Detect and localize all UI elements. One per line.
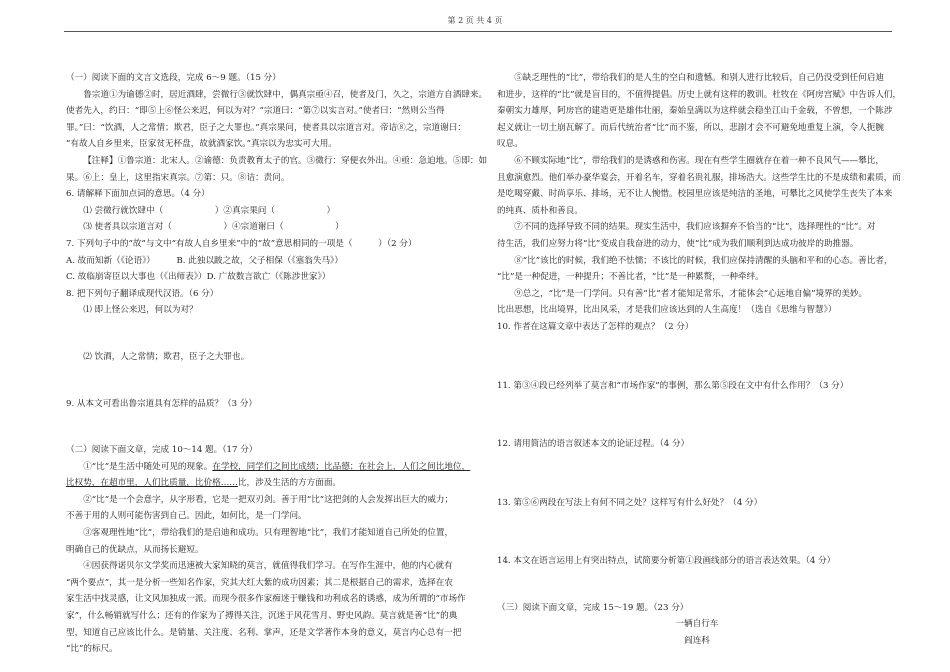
article-line: ⑥不顾实际地“比”，带给我们的是诱惑和伤害。现在有些学生圈就存在着一种不良风气——攀比， <box>514 155 884 166</box>
underlined-text: 在学校，同学们之间比成绩；比品德；在社会上，人们之间比地位， <box>212 461 471 472</box>
answer-space[interactable] <box>497 394 897 436</box>
question-7-option: C. 故临崩寄臣以大事也（《出师表》）D. 广故数言欲亡（《陈涉世家》） <box>66 272 331 283</box>
annotation-line: 【注释】①鲁宗道：北宋人。②谕德：负责教育太子的官。③微行：穿便衣外出。④亟：急迫地。⑤即：如 <box>83 155 488 166</box>
question-7-option: A. 故而知新（《论语》） B. 此独以跛之故，父子相保（《塞翁失马》） <box>66 255 343 266</box>
section-2-title: （二）阅读下面文章，完成 10～14 题。（17 分） <box>66 445 258 456</box>
article-line: 待生活，我们应努力将“比”变成自我奋进的动力，使“比”成为我们顺利到达成功彼岸的助推器。 <box>497 238 859 249</box>
underlined-text: 比权势，在超市里，人们比质量，比价格…… <box>66 478 238 489</box>
answer-space[interactable] <box>66 366 466 396</box>
article-line: 型，知道自己应该比什么。是销量、关注度、名利、掌声，还是文学著作本身的意义，莫言内心总有一把 <box>66 627 462 638</box>
section-1-title: （一）阅读下面的文言文选段，完成 6～9 题。（15 分） <box>66 73 281 83</box>
article-line: ⑦不同的选择导致不同的结果。现实生活中，我们应该摒弃不恰当的“比”，选择理性的“比”。对 <box>514 222 876 233</box>
header-divider <box>64 31 892 32</box>
page-header <box>0 0 950 48</box>
question-14: 14. 本文在语言运用上有突出特点，试简要分析第①段画线部分的语言表达效果。（4 分） <box>497 556 836 567</box>
classical-text-line: 罪。”曰：“饮酒，人之常情；欺君，臣子之大罪也。”真宗果问，使者具以宗道言对。帝诘⑧之，宗道谢曰： <box>66 122 466 133</box>
article-line: 明确自己的优缺点，从而扬长避短。 <box>66 544 204 555</box>
question-8-item: ⑴ 即上怪公来迟，何以为对？ <box>83 305 198 316</box>
article-paragraph-1 <box>66 459 471 476</box>
answer-space[interactable] <box>66 412 466 442</box>
paragraph-text: ①“比”是生活中随处可见的现象。 <box>83 461 213 472</box>
answer-space[interactable] <box>497 453 897 495</box>
article-line: 比出思想，比出境界，比出风采，才是我们应该达到的人生高度！（选自《思维与智慧》） <box>497 305 837 316</box>
article-line: 且愈演愈烈。他们举办豪华宴会，开着名车，穿着名贵礼服，排场浩大。这些学生比的不是成绩和素质，而 <box>497 172 901 183</box>
left-column <box>66 70 488 658</box>
article-line: 家生活中找灵感，让文风加独成一派。而现今很多作家痴迷于赚钱和功利成名的诱惑，成为所谓的“市场作 <box>66 594 466 605</box>
article-line: 叹息。 <box>497 139 523 150</box>
question-11: 11. 第③④段已经列举了莫言和“市场作家”的事例，那么第⑤段在文中有什么作用？（3 分） <box>497 380 849 391</box>
question-6-item: ⑴ 尝微行就饮肆中（ ）②真宗果问（ ） <box>83 205 336 216</box>
question-8: 8. 把下列句子翻译成现代汉语。（6 分） <box>66 288 219 299</box>
story-author: 阎连科 <box>684 636 710 647</box>
classical-text-line: “有故人自乡里来，臣家贫无杯盘，故就酒家饮。”真宗以为忠实可大用。 <box>66 139 337 150</box>
article-line: ⑨总之，“比”是一门学问。只有善“比”者才能知足常乐，才能体会“心远地自偏”境界的美妙。 <box>514 288 868 299</box>
article-line: “比”是一种促进，一种提升；不善比者，“比”是一种累赘，一种牵绊。 <box>497 272 764 283</box>
classical-text-line: 鲁宗道①为谕德②时，居近酒肆，尝微行③就饮肆中，偶真宗亟④召，使者及门，久之，宗道方自酒肆来。 <box>83 89 488 100</box>
article-line: “比”的标尺。 <box>66 644 118 655</box>
question-7: 7. 下列句子中的“故”与文中“有故人自乡里来”中的“故”意思相同的一项是（ ）（2 分） <box>66 238 417 249</box>
article-line: ②“比”是一个会意字，从字形看，它是一把双刃剑。善于用“比”这把剑的人会发挥出巨大的威力； <box>83 494 454 505</box>
article-line: 的纯真、质朴和善良。 <box>497 205 583 216</box>
question-12: 12. 请用简洁的语言叙述本文的论证过程。（4 分） <box>497 439 690 450</box>
question-13: 13. 第⑤⑥两段在写法上有何不同之处？这样写有什么好处？（4 分） <box>497 497 763 508</box>
article-line: 起义就让一切土崩瓦解了。而后代统治者“比”而不鉴，所以，悲剧才会不可避免地重复上演，令人扼腕 <box>497 122 884 133</box>
annotation-line: 果。⑥上：皇上，这里指宋真宗。⑦第：只。⑧诘：责问。 <box>66 172 290 183</box>
right-column <box>497 70 902 650</box>
article-line: 是吃喝穿戴、时尚享乐、排场，无不让人惋惜。校园里应该是纯洁的圣地，可攀比之风使学生丧失了本来 <box>497 189 893 200</box>
question-10: 10. 作者在这篇文章中表达了怎样的观点？（2 分） <box>497 321 694 332</box>
question-6: 6. 请解释下面加点词的意思。（4 分） <box>66 189 210 200</box>
page-number: 第 2 页 共 4 页 <box>447 16 503 25</box>
article-line: 不善于用的人则可能伤害到自己。因此，如何比，是一门学问。 <box>66 511 307 522</box>
article-paragraph-1-cont <box>66 475 466 492</box>
story-title: 一辆自行车 <box>675 619 719 630</box>
article-line: ④因获得诺贝尔文学奖而迅速被大家知晓的莫言，就值得我们学习。在写作生涯中，他的内心就有 <box>83 561 453 572</box>
article-line: 家”，什么畅销就写什么；还有的作家为了搏得关注，沉迷于风花雪月、野史风韵。莫言就是善“比”的典 <box>66 611 458 622</box>
answer-space[interactable] <box>66 319 466 349</box>
article-line: ⑧“比”该比的时候，我们绝不怯懦；不该比的时候，我们应保持清醒的头脑和平和的心态。善比者， <box>514 255 893 266</box>
classical-text-line: 使者先入，约曰：“即⑤上⑥怪公来迟，何以为对？”宗道曰：“第⑦以实言对。”使者曰：“然则公当得 <box>66 106 445 117</box>
question-6-item: ⑶ 使者具以宗道言对（ ）④宗道谢曰（ ） <box>83 222 344 233</box>
answer-space[interactable] <box>497 570 897 600</box>
section-3-title: （三）阅读下面文章，完成 15～19 题。（23 分） <box>497 602 689 613</box>
article-line: 和进步，这样的“比”就是盲目的，不值得提倡。历史上就有这样的教训。杜牧在《阿房宫赋》中告诉人们， <box>497 89 902 100</box>
paragraph-text: 比，涉及生活的方方面面。 <box>237 478 342 489</box>
article-line: 秦朝实力雄厚，阿房宫的建造更是雄伟壮丽，秦始皇满以为这样就会稳坐江山千金载，不曾想，一个陈涉 <box>497 106 893 117</box>
question-8-item: ⑵ 饮酒，人之常情；欺君，臣子之大罪也。 <box>83 351 250 362</box>
article-line: ⑤缺乏理性的“比”，带给我们的是人生的空白和遗憾。和别人进行比较后，自己仍没受到任何启迪 <box>514 73 884 83</box>
question-9: 9. 从本文可看出鲁宗道具有怎样的品质？（3 分） <box>66 398 258 409</box>
answer-space[interactable] <box>497 336 897 378</box>
answer-space[interactable] <box>497 511 897 553</box>
article-line: ③客观理性地“比”，带给我们的是启迪和成功。只有理智地“比”，我们才能知道自己所处的位置， <box>83 528 454 539</box>
article-line: “两个要点”，其一是分析一些知名作家，究其大红大紫的成功因素；其二是根据自己的需求，选择在农 <box>66 577 453 588</box>
